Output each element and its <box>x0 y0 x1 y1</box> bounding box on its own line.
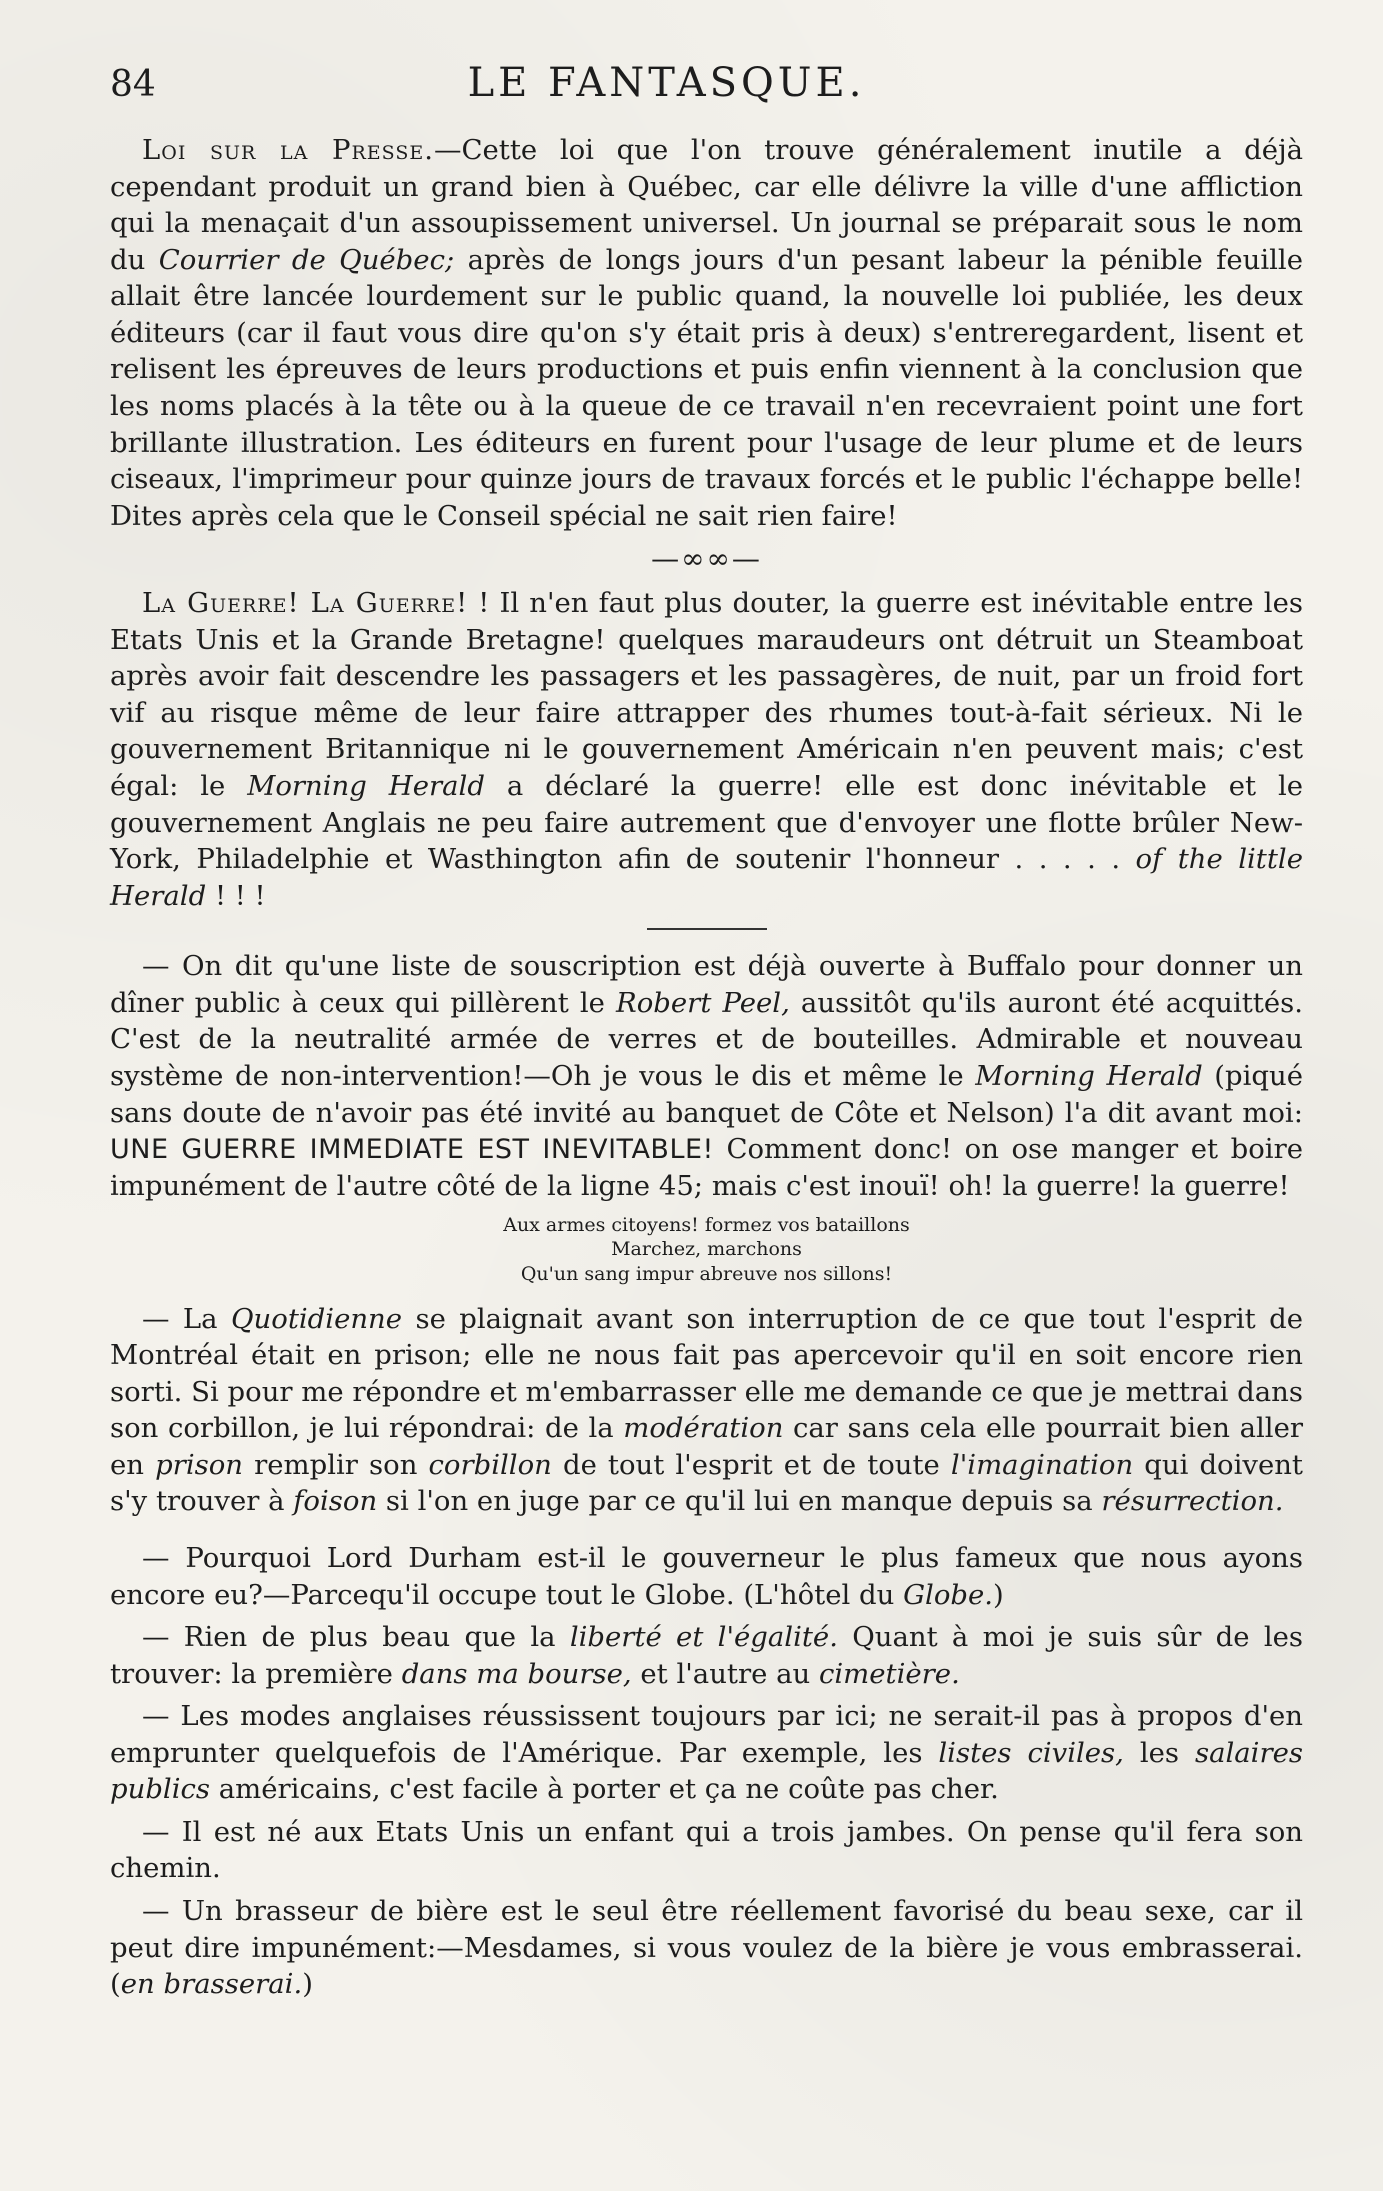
article-brasseur <box>110 1893 1303 2003</box>
article-text: Comment donc! on ose manger et boire impunément de l'autre côté de la ligne 45; mais c'est inouï! oh! la guerre! la guerre! <box>110 1133 1303 1202</box>
newspaper-title: Courrier de Québec; <box>158 243 455 276</box>
verse-line: Aux armes citoyens! formez vos bataillons <box>503 1213 910 1236</box>
italic-word: cimetière. <box>818 1657 960 1690</box>
article-text: de tout l'esprit et de toute <box>551 1448 951 1481</box>
article-modes <box>110 1698 1303 1808</box>
italic-phrase: dans ma bourse, <box>401 1657 632 1690</box>
article-text: Quant à moi je suis sûr de les trouver: la première <box>110 1621 1304 1690</box>
journal-title: LE FANTASQUE. <box>467 60 866 106</box>
italic-word: foison <box>293 1485 378 1518</box>
italic-phrase: liberté et l'égalité. <box>569 1621 838 1654</box>
article-text: aussitôt qu'ils auront été acquittés. C'est de la neutralité armée de verres et de bouteilles. Admirable et nouveau système de non-intervention!—Oh je vous le dis et même le <box>110 986 1303 1092</box>
newspaper-title: Morning Herald <box>247 770 485 802</box>
article-text: — Rien de plus beau que la <box>142 1621 570 1654</box>
article-text: et l'autre au <box>631 1657 819 1690</box>
article-text: — Il est né aux Etats Unis un enfant qui a trois jambes. On pense qu'il fera son chemin. <box>110 1815 1303 1885</box>
ship-name: Robert Peel, <box>616 986 790 1019</box>
italic-word: corbillon <box>428 1448 552 1481</box>
italic-phrase: of the little Herald <box>110 843 1303 912</box>
verse-quote <box>110 1213 1303 1287</box>
article-text: ) <box>993 1578 1004 1611</box>
article-loi-presse <box>110 132 1303 534</box>
verse-line: Marchez, marchons <box>611 1238 802 1261</box>
article-text: se plaignait avant son interruption de ce que tout l'esprit de Montréal était en prison; elle ne nous fait pas apercevoir qu'il en soit encore rien sorti. Si pour me répondre et m'embarrasser elle me demande ce que je mettrai dans son corbillon, je lui répondrai: de la <box>110 1302 1303 1445</box>
article-text: ! ! ! <box>206 879 266 912</box>
article-quotidienne <box>110 1301 1303 1520</box>
article-enfant <box>110 1814 1303 1887</box>
italic-phrase: en brasserai. <box>120 1968 303 2001</box>
article-heading: Loi sur la Presse. <box>142 134 434 166</box>
article-la-guerre <box>110 585 1303 914</box>
article-durham <box>110 1540 1303 1613</box>
article-text: remplir son <box>243 1448 429 1481</box>
ornament-divider: —∞∞— <box>651 542 762 576</box>
article-text: — On dit qu'une liste de souscription est déjà ouverte à Buffalo pour donner un dîner public à ceux qui pillèrent le <box>110 950 1303 1019</box>
article-liberte <box>110 1619 1303 1692</box>
article-text: — La <box>142 1302 232 1335</box>
rule-divider <box>647 928 767 930</box>
page-number: 84 <box>110 64 156 105</box>
article-text: — Les modes anglaises réussissent toujours par ici; ne serait-il pas à propos d'en emprunter quelquefois de l'Amérique. Par exemple, les <box>110 1700 1303 1769</box>
article-text: après de longs jours d'un pesant labeur la pénible feuille allait être lancée lourdement sur le public quand, la nouvelle loi publiée, les deux éditeurs (car il faut vous dire qu'on s'y était pris à deux) s'entreregardent, lisent et relisent les épreuves de leurs productions et puis enfin viennent à la conclusion que les noms placés à la tête ou à la queue de ce travail n'en recevraient point une fort brillante illustration. Les éditeurs en furent pour l'usage de leur plume et de leurs ciseaux, l'imprimeur pour quinze jours de travaux forcés et le public l'échappe belle! Dites après cela que le Conseil spécial ne sait rien faire! <box>110 243 1303 532</box>
article-text: qui doivent s'y trouver à <box>110 1448 1303 1518</box>
spacer <box>110 1526 1303 1540</box>
article-text: a déclaré la guerre! elle est donc inévitable et le gouvernement Anglais ne peu faire autrement que d'envoyer une flotte brûler New-York, Philadelphie et Wasthington afin de soutenir l'honneur . . . . . <box>110 770 1304 876</box>
italic-word: résurrection. <box>1101 1485 1284 1518</box>
newspaper-title: Morning Herald <box>975 1059 1203 1092</box>
article-text: américains, c'est facile à porter et ça ne coûte pas cher. <box>210 1773 999 1806</box>
article-text: — Pourquoi Lord Durham est-il le gouverneur le plus fameux que nous ayons encore eu?—Parcequ'il occupe tout le Globe. (L'hôtel du <box>110 1541 1303 1611</box>
italic-phrase: salaires publics <box>110 1736 1303 1806</box>
article-text: —Cette loi que l'on trouve généralement inutile a déjà cependant produit un grand bien à Québec, car elle délivre la ville d'une affliction qui la menaçait d'un assoupissement universel. Un journal se préparait sous le nom du <box>110 134 1303 276</box>
article-text: ) <box>302 1968 313 2001</box>
italic-phrase: listes civiles, <box>938 1736 1124 1769</box>
article-text: — Un brasseur de bière est le seul être réellement favorisé du beau sexe, car il peut dire impunément:—Mesdames, si vous voulez de la bière je vous embrasserai. ( <box>110 1895 1303 2001</box>
page-header <box>110 60 1303 106</box>
article-text: les <box>1123 1736 1195 1769</box>
newspaper-title: Quotidienne <box>231 1302 403 1335</box>
article-text: si l'on en juge par ce qu'il lui en manque depuis sa <box>377 1485 1102 1518</box>
italic-word: l'imagination <box>950 1448 1134 1481</box>
article-text: ! Il n'en faut plus douter, la guerre est inévitable entre les Etats Unis et la Grande Bretagne! quelques maraudeurs ont détruit un Steamboat après avoir fait descendre les passagers et les passagères, de nuit, par un froid fort vif au risque même de leur faire attrapper des rhumes tout-à-fait sérieux. Ni le gouvernement Britannique ni le gouvernement Américain n'en peuvent mais; c'est égal: le <box>110 587 1303 802</box>
verse-line: Qu'un sang impur abreuve nos sillons! <box>520 1262 893 1285</box>
article-heading: La Guerre! La Guerre! <box>142 587 469 620</box>
article-souscription <box>110 948 1303 1204</box>
italic-word: prison <box>155 1448 244 1481</box>
article-text: (piqué sans doute de n'avoir pas été invité au banquet de Côte et Nelson) l'a dit avant moi: <box>110 1059 1303 1129</box>
italic-word: Globe. <box>903 1578 994 1611</box>
italic-word: modération <box>623 1412 784 1445</box>
article-text: car sans cela elle pourrait bien aller en <box>110 1412 1303 1481</box>
capital-declaration: UNE GUERRE IMMEDIATE EST INEVITABLE! <box>110 1134 714 1166</box>
